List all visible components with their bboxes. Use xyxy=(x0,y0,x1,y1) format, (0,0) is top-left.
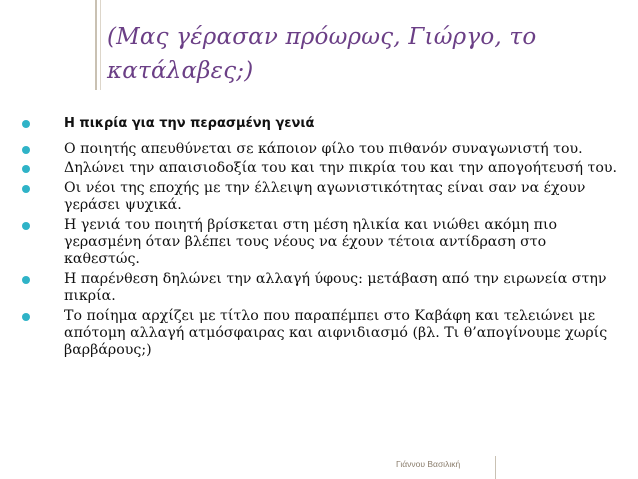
bullet-text: Ο ποιητής απευθύνεται σε κάποιον φίλο του πιθανόν συναγωνιστή του. xyxy=(64,141,583,157)
bullet-item xyxy=(22,180,622,215)
bullet-item xyxy=(22,112,622,136)
bullet-item xyxy=(22,217,622,269)
footer-divider xyxy=(495,456,496,479)
bullet-dot-icon xyxy=(22,276,30,284)
bullet-dot-icon xyxy=(22,185,30,193)
bullet-dot-icon xyxy=(22,165,30,173)
bullet-item xyxy=(22,308,622,360)
footer-author: Γιάννου Βασιλική xyxy=(396,459,461,469)
bullet-item xyxy=(22,141,622,158)
bullet-dot-icon xyxy=(22,146,30,154)
slide-title: (Μας γέρασαν πρόωρως, Γιώργο, το κατάλαβες;) xyxy=(107,24,537,84)
title-accent-rule-thin xyxy=(100,0,101,90)
title-accent-rule xyxy=(95,0,97,90)
bullet-item xyxy=(22,271,622,306)
bullet-text: Η παρένθεση δηλώνει την αλλαγή ύφους: μετάβαση από την ειρωνεία στην πικρία. xyxy=(64,270,607,305)
bullet-text: Η πικρία για την περασμένη γενιά xyxy=(64,116,315,131)
bullet-dot-icon xyxy=(22,313,30,321)
bullet-dot-icon xyxy=(22,222,30,230)
bullet-text: Οι νέοι της εποχής με την έλλειψη αγωνιστικότητας είναι σαν να έχουν γεράσει ψυχικά. xyxy=(64,179,586,214)
bullet-list xyxy=(22,112,622,362)
bullet-text: Η γενιά του ποιητή βρίσκεται στη μέση ηλικία και νιώθει ακόμη πιο γερασμένη όταν βλέπει τους νέους να έχουν τέτοια αντίδραση στο καθεστώς. xyxy=(64,216,558,268)
bullet-text: Το ποίημα αρχίζει με τίτλο που παραπέμπει στο Καβάφη και τελειώνει με απότομη αλλαγή ατμόσφαιρας και αιφνιδιασμό (βλ. Τι θ’απογίνουμε χωρίς βαρβάρους;) xyxy=(64,307,608,359)
bullet-dot-icon xyxy=(22,120,30,128)
bullet-item xyxy=(22,160,622,177)
bullet-text: Δηλώνει την απαισιοδοξία του και την πικρία του και την απογοήτευσή του. xyxy=(64,160,618,177)
